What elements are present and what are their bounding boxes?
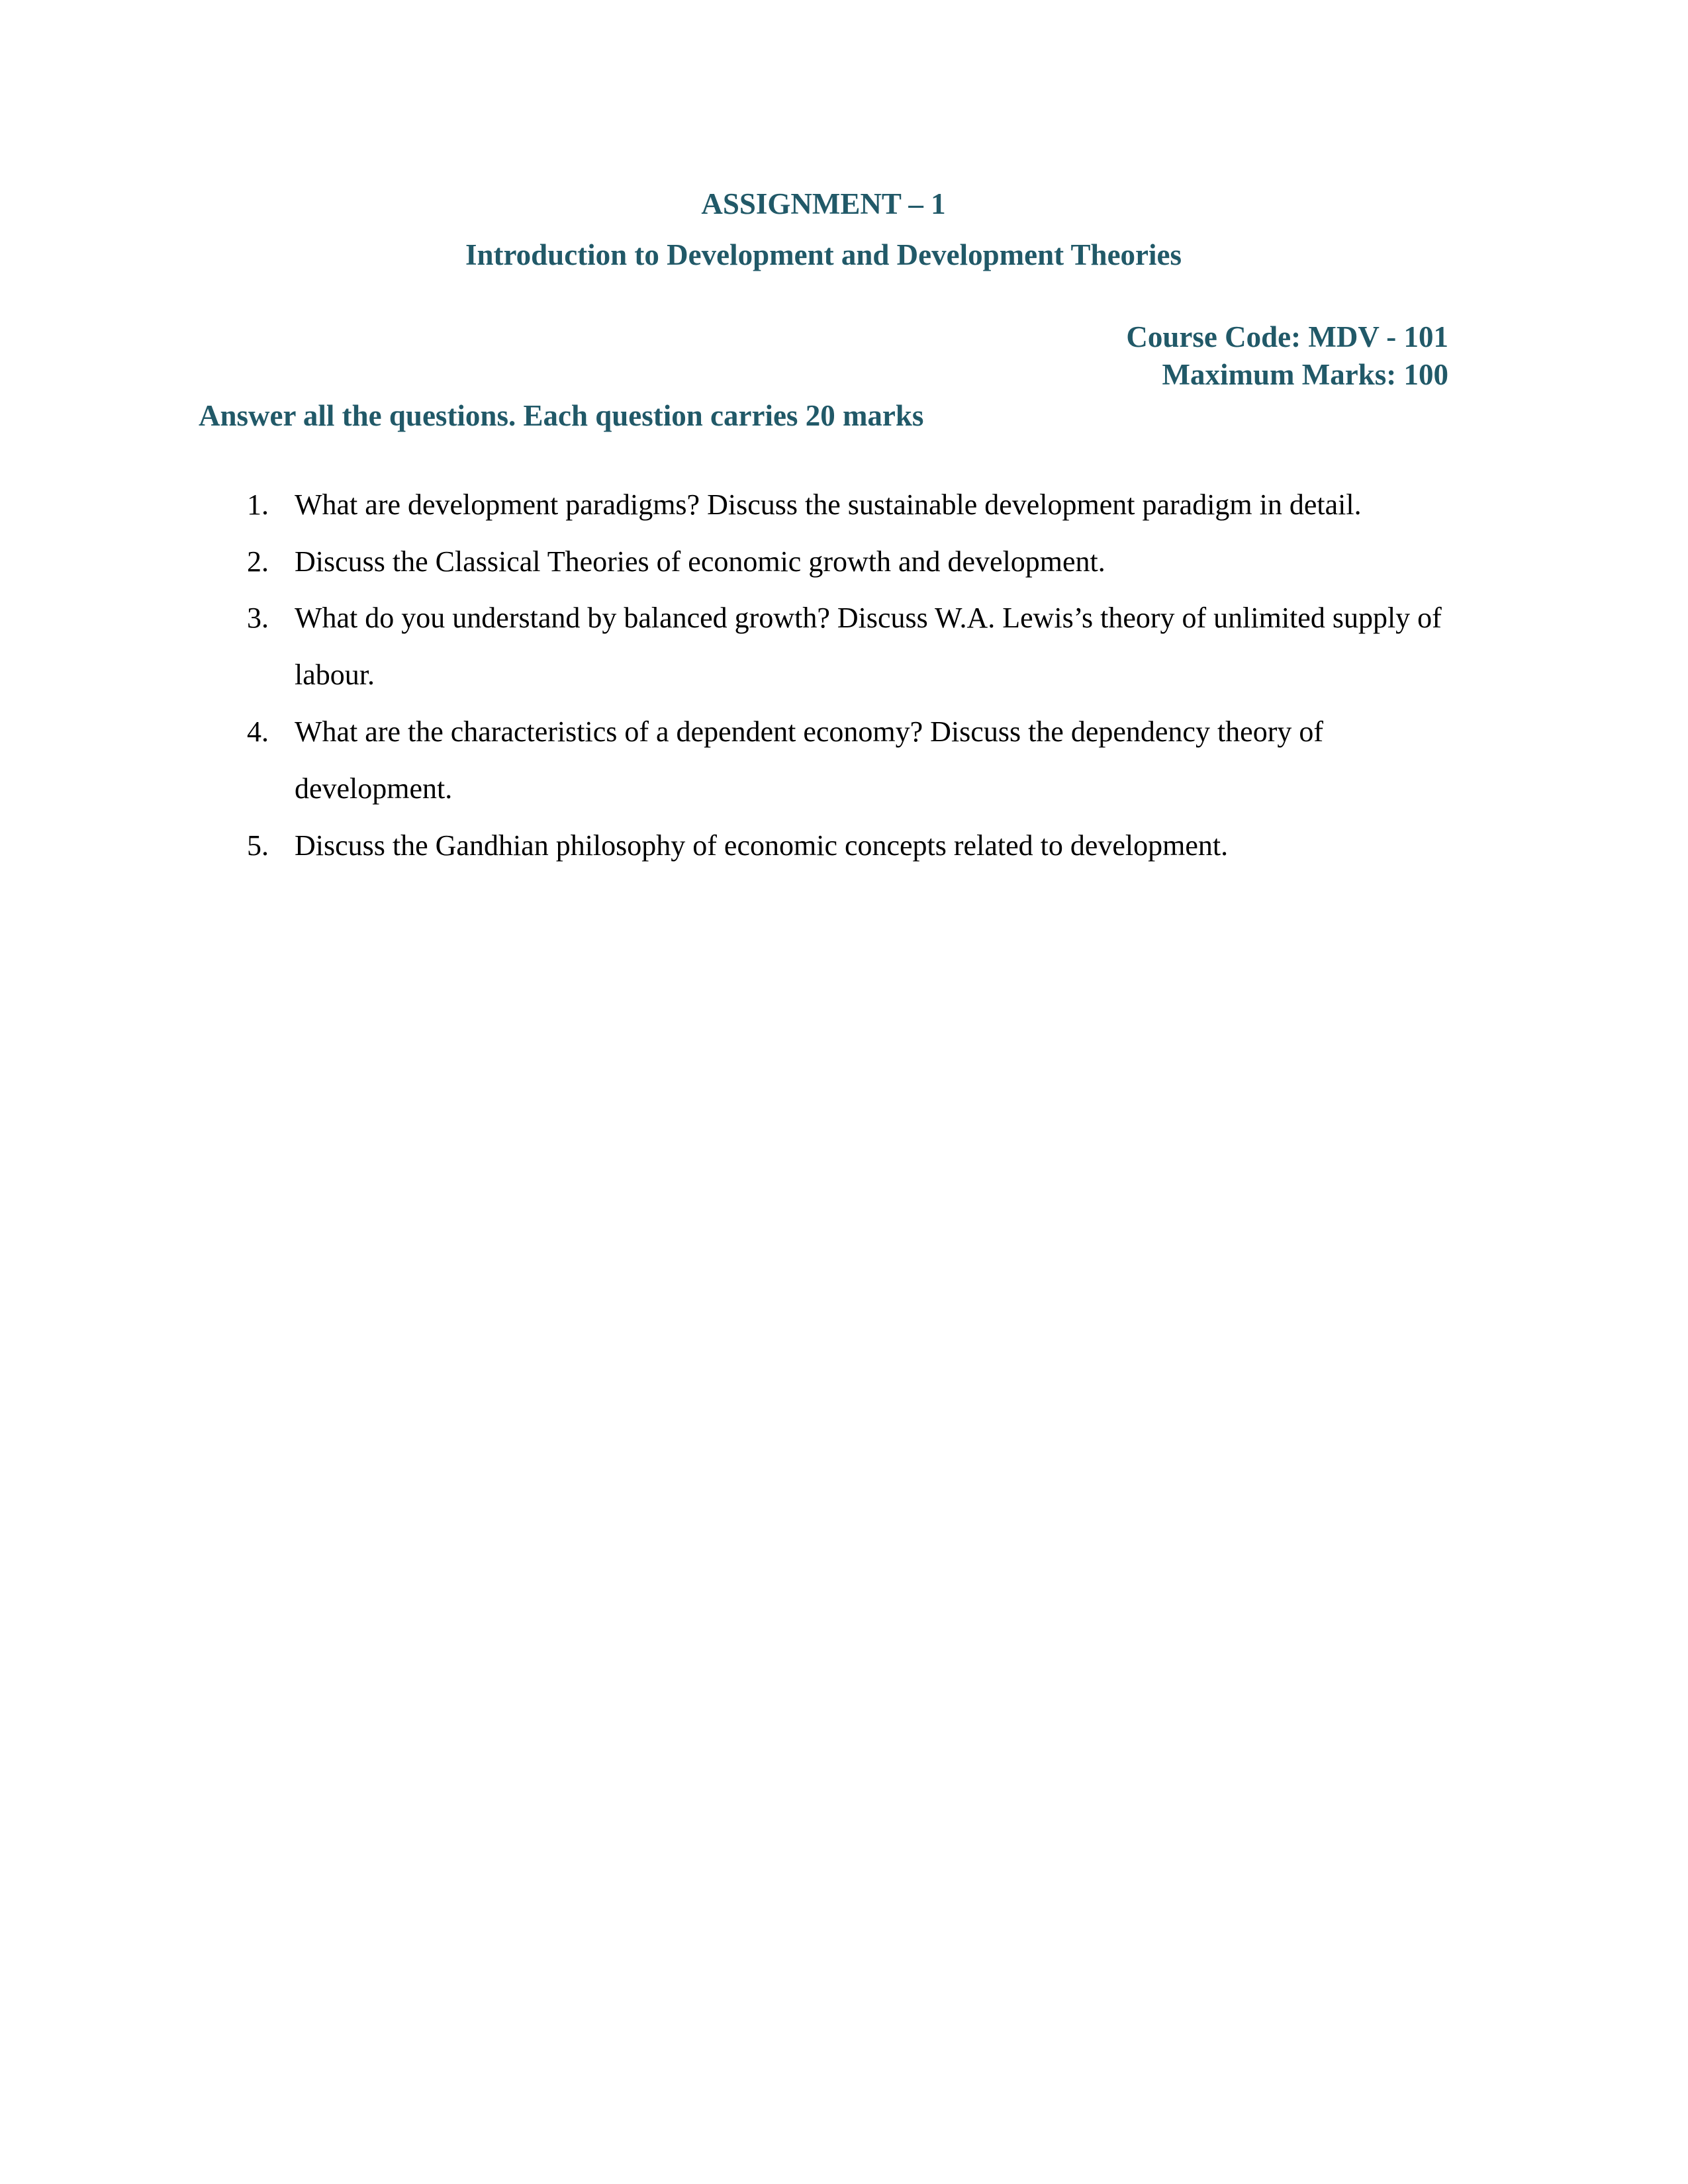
assignment-subtitle: Introduction to Development and Development Theories <box>465 238 1182 271</box>
question-text: Discuss the Classical Theories of economic growth and development. <box>295 545 1105 578</box>
maximum-marks: Maximum Marks: 100 <box>1162 358 1448 392</box>
instruction-heading: Answer all the questions. Each question carries 20 marks <box>199 399 924 433</box>
assignment-title: ASSIGNMENT – 1 <box>701 187 946 220</box>
course-code: Course Code: MDV - 101 <box>1126 320 1448 353</box>
question-text: What are the characteristics of a dependent economy? Discuss the dependency theory of development. <box>295 715 1324 805</box>
meta-block <box>199 318 1448 394</box>
question-list <box>247 477 1448 874</box>
question-item <box>247 704 1448 817</box>
question-item <box>247 477 1448 533</box>
question-item <box>247 590 1448 704</box>
question-item <box>247 533 1448 590</box>
question-text: What are development paradigms? Discuss the sustainable development paradigm in detail. <box>295 488 1362 521</box>
question-text: What do you understand by balanced growth? Discuss W.A. Lewis’s theory of unlimited supply of labour. <box>295 602 1442 692</box>
title-block <box>199 179 1448 280</box>
question-item <box>247 817 1448 874</box>
question-text: Discuss the Gandhian philosophy of economic concepts related to development. <box>295 829 1229 862</box>
